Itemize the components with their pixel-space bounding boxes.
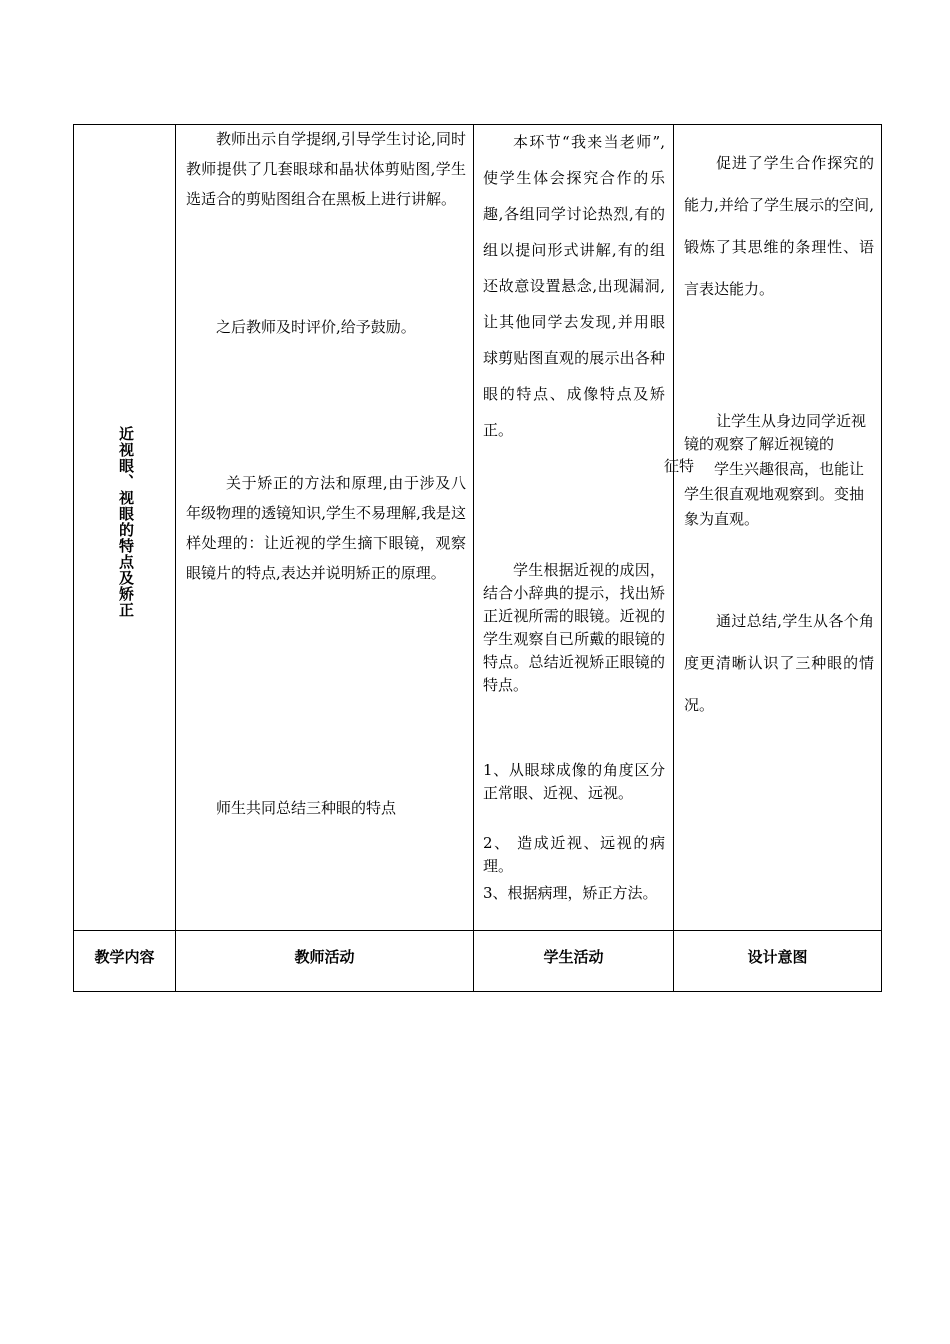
design-intent-paragraph-2-line-2: 学生兴趣很高，也能让学生很直观地观察到。变抽象为直观。 xyxy=(684,460,865,528)
teacher-activity-paragraph-2: 之后教师及时评价,给予鼓励。 xyxy=(216,318,416,336)
design-intent-paragraph-3: 通过总结,学生从各个角度更清晰认识了三种眼的情况。 xyxy=(684,612,874,714)
column-divider-3 xyxy=(673,124,674,992)
column-divider-2 xyxy=(473,124,474,992)
design-intent-paragraph-2-line-1: 让学生从身边同学近视镜的观察了解近视镜的 xyxy=(684,412,867,453)
header-design-intent: 设计意图 xyxy=(747,948,808,966)
header-teaching-content: 教学内容 xyxy=(94,948,155,966)
header-student-activity: 学生活动 xyxy=(543,948,604,966)
table-left-border xyxy=(73,124,74,992)
table-middle-border xyxy=(73,930,882,931)
design-intent-paragraph-1: 促进了学生合作探究的能力,并给了学生展示的空间,锻炼了其思维的条理性、语言表达能力。 xyxy=(684,154,874,298)
student-activity-paragraph-2: 学生根据近视的成因，结合小辞典的提示，找出矫正近视所需的眼镜。近视的学生观察自已所戴的眼镜的特点。总结近视矫正眼镜的特点。 xyxy=(483,561,665,694)
column-divider-1 xyxy=(175,124,176,992)
row-topic-label: 近视眼、视眼的特点及矫正 xyxy=(117,426,135,618)
student-activity-overflow-text: 征特 xyxy=(664,457,695,475)
teacher-activity-paragraph-1: 教师出示自学提纲,引导学生讨论,同时教师提供了几套眼球和晶状体剪贴图,学生选适合的剪贴图组合在黑板上进行讲解。 xyxy=(186,130,466,208)
student-activity-paragraph-1: 本环节“我来当老师”,使学生体会探究合作的乐趣,各组同学讨论热烈,有的组以提问形式讲解,有的组还故意设置悬念,出现漏洞,让其他同学去发现,并用眼球剪贴图直观的展示出各种眼的特点、成像特点及矫正。 xyxy=(483,133,665,439)
teacher-activity-paragraph-3: 关于矫正的方法和原理,由于涉及八年级物理的透镜知识,学生不易理解,我是这样处理的：让近视的学生摘下眼镜，观察眼镜片的特点,表达并说明矫正的原理。 xyxy=(186,474,466,582)
student-activity-list-item-2: 2、 造成近视、远视的病理。 xyxy=(483,834,665,875)
student-activity-list-item-1: 1、从眼球成像的角度区分正常眼、近视、远视。 xyxy=(483,761,665,802)
table-bottom-border xyxy=(73,991,882,992)
teacher-activity-paragraph-4: 师生共同总结三种眼的特点 xyxy=(216,799,397,817)
student-activity-list-item-3: 3、根据病理，矫正方法。 xyxy=(483,884,658,902)
table-right-border xyxy=(881,124,882,992)
header-teacher-activity: 教师活动 xyxy=(294,948,355,966)
